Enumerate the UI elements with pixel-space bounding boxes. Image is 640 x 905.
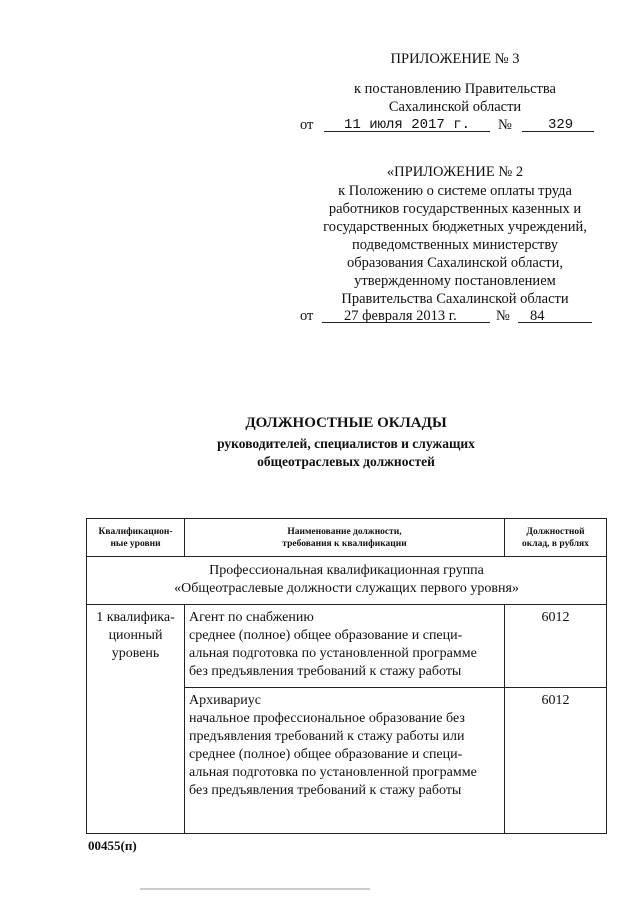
appendix2-from-label: от [300,308,314,324]
document-subtitle-1: руководителей, специалистов и служащих [217,436,475,451]
group-title: Профессиональная квалификационная группа «Общеотраслевые должности служащих первого уровня» [87,557,607,605]
appendix2-line: утвержденному постановлением [354,273,556,289]
position-cell: Агент по снабжению среднее (полное) общее образование и специ- альная подготовка по установленной программе без предъявления требований к стажу работы [185,605,505,688]
appendix3-line2: Сахалинской области [388,99,522,115]
table-header-row [87,519,607,557]
header-position-name: Наименование должности, требования к квалификации [185,519,505,557]
appendix2-line: Правительства Сахалинской области [341,291,569,307]
appendix2-line: работников государственных казенных и [328,201,582,217]
salary-value: 6012 [505,605,607,688]
appendix2-line: государственных бюджетных учреждений, [323,219,587,235]
appendix2-date: 27 февраля 2013 г. [344,308,457,324]
salary-table [86,518,607,834]
appendix3-title: ПРИЛОЖЕНИЕ № 3 [390,51,520,67]
group-row [87,557,607,605]
appendix3-date: 11 июля 2017 г. [344,117,471,133]
document-subtitle-2: общеотраслевых должностей [257,454,435,469]
appendix2-number: 84 [530,308,545,324]
appendix3-num-label: № [498,117,512,133]
document-code: 00455(п) [88,838,137,853]
appendix3-line1: к постановлению Правительства [354,81,556,97]
salary-value: 6012 [505,688,607,834]
position-cell: Архивариус начальное профессиональное образование без предъявления требований к стажу работы или среднее (полное) общее образование и специ- альная подготовка по установленной программе без предъявления требований к стажу работы [185,688,505,834]
header-qualification-levels: Квалификацион- ные уровни [87,519,185,557]
appendix2-num-label: № [496,308,510,324]
scan-artifact [140,888,370,890]
appendix2-line: к Положению о системе оплаты труда [338,183,572,199]
position-name: Агент по снабжению [189,610,314,625]
appendix2-line: подведомственных министерству [352,237,558,253]
appendix3-from-label: от [300,117,314,133]
header-salary: Должностной оклад, в рублях [505,519,607,557]
position-name: Архивариус [189,693,261,708]
document-title: ДОЛЖНОСТНЫЕ ОКЛАДЫ [245,415,447,431]
appendix3-number: 329 [548,117,574,133]
table-row [87,605,607,688]
qualification-level: 1 квалифика- ционный уровень [87,605,185,834]
appendix2-title: «ПРИЛОЖЕНИЕ № 2 [386,164,524,180]
appendix2-line: образования Сахалинской области, [346,255,564,271]
